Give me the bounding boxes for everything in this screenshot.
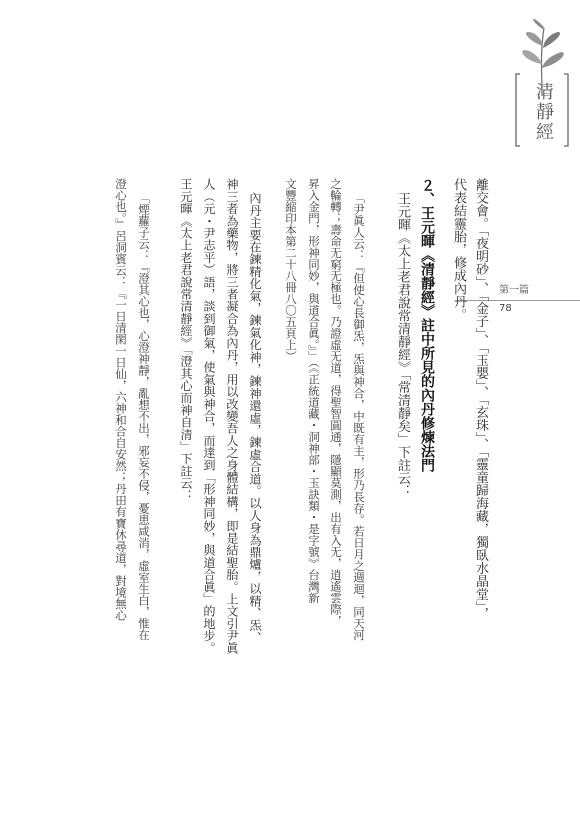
text-column: 王元暉《太上老君說常清靜經》「常清靜矣」下註云： <box>395 192 410 498</box>
quote-column: 澄心也。』呂洞賓云：『一日清閑一日仙，六神和合自安然；丹田有寶休尋道，對境無心 <box>114 178 128 621</box>
text-column: 內丹主要在鍊精化氣，鍊氣化神，鍊神還虛，鍊虛合道。以人身為鼎爐，以精、炁、 <box>248 192 262 644</box>
text-column: 王元暉《太上老君說常清靜經》「澄其心而神自清」下註云： <box>179 178 193 502</box>
section-heading: ２、王元暉《清靜經》註中所見的內丹修煉法門 <box>419 178 435 472</box>
text-column: 代表結靈胎，修成內丹。 <box>451 178 466 321</box>
quote-column: 「尹眞人云：『但使心長御炁，炁與神合，中既有主，形乃長存。若日月之週迴，同天河 <box>352 192 366 641</box>
logo-title: 清靜經 <box>533 82 554 142</box>
quote-column: 昇入金門，形神同妙，與道合眞。』」（《正統道藏・洞神部・玉訣類・是字號》台灣新 <box>307 178 321 604</box>
quote-column: 文豐縮印本第二十八冊八〇五頁上） <box>284 178 298 362</box>
book-logo <box>512 18 572 148</box>
quote-column: 之輪轉；壽命无窮无極也。乃證虛无道，得聖智圓通，隱顯莫測，出有入无，逍遙雲際， <box>329 178 343 627</box>
page-number: 78 <box>499 303 512 314</box>
section-label: 第一篇 <box>499 285 529 296</box>
text-column: 離交會。「夜明砂」、「金子」、「玉嬰」、「玄珠」、「靈童歸海藏，獨臥水晶堂」， <box>473 178 488 620</box>
text-column: 人（元・尹志平）語，談到御氣，使氣與神合，而達到「形神同妙，與道合眞」的地步。 <box>202 178 216 654</box>
quote-column: 「煙蘿子云：『澄其心也，心澄神靜，亂想不出，邪妄不侵，憂患咸消，虛室生白，惟在 <box>137 192 151 641</box>
text-column: 神三者為藥物，將三者凝合為內丹，用以改變吾人之身體結構，即是結聖胎。上文引尹眞 <box>225 178 239 654</box>
